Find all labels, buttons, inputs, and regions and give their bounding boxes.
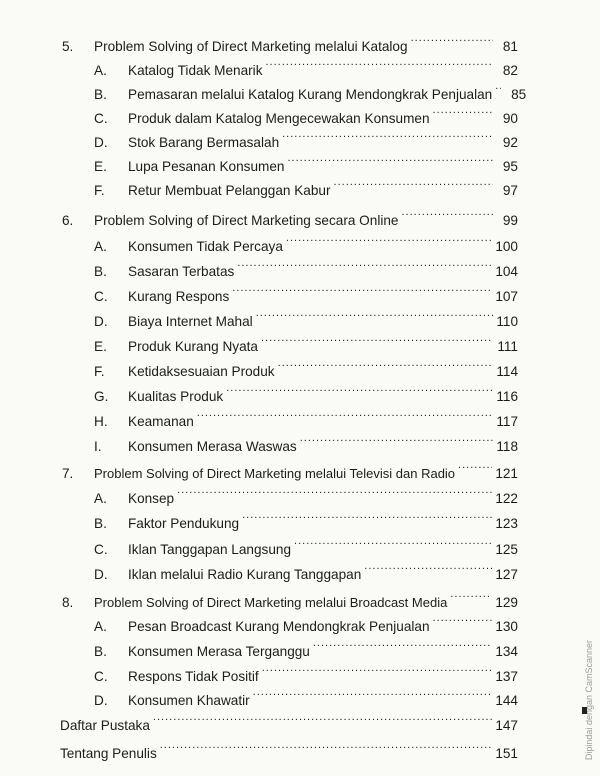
page-number: 127: [495, 567, 518, 582]
dot-leader: [364, 559, 492, 579]
page-number: 97: [502, 183, 518, 198]
item-title: Produk dalam Katalog Mengecewakan Konsumen: [128, 111, 430, 126]
page-number: 129: [495, 595, 518, 610]
dot-leader: [253, 685, 493, 705]
section-number: 7.: [62, 466, 74, 481]
dot-leader: [300, 431, 493, 451]
page-number: 81: [502, 39, 518, 54]
page-number: 147: [495, 718, 518, 733]
page-number: 107: [495, 289, 518, 304]
dot-leader: [433, 103, 493, 123]
item-title: Iklan melalui Radio Kurang Tanggapan: [128, 567, 362, 582]
dot-leader: [278, 356, 493, 376]
dot-leader: [237, 256, 492, 276]
dot-leader: [160, 738, 493, 758]
item-letter: E.: [94, 339, 107, 354]
item-letter: F.: [94, 183, 105, 198]
section-number: 6.: [62, 213, 74, 228]
page-number: 121: [495, 466, 518, 481]
page-number: 118: [496, 439, 518, 454]
toc-item-7c: [94, 534, 518, 560]
toc-item-5c: [94, 103, 518, 129]
page-number: 95: [502, 159, 518, 174]
item-letter: C.: [94, 111, 108, 126]
page-number: 137: [495, 669, 518, 684]
item-title: Respons Tidak Positif: [128, 669, 259, 684]
item-letter: F.: [94, 364, 105, 379]
toc-section-5: [62, 31, 518, 57]
toc-item-5b: [94, 79, 527, 105]
page-number: 99: [502, 213, 518, 228]
dot-leader: [153, 710, 492, 730]
dot-leader: [294, 534, 492, 554]
section-title: Problem Solving of Direct Marketing melalui Katalog: [94, 39, 408, 54]
dot-leader: [313, 636, 492, 656]
item-title: Kurang Respons: [128, 289, 230, 304]
toc-item-7d: [94, 559, 518, 585]
page-number: 90: [502, 111, 518, 126]
item-title: Faktor Pendukung: [128, 516, 240, 531]
section-title: Problem Solving of Direct Marketing melalui Televisi dan Radio: [94, 466, 456, 481]
item-letter: A.: [94, 63, 107, 78]
item-title: Pesan Broadcast Kurang Mendongkrak Penjualan: [128, 619, 430, 634]
dot-leader: [334, 175, 493, 195]
page-number: 110: [496, 314, 518, 329]
toc-item-5a: [94, 55, 518, 81]
section-number: 5.: [62, 39, 74, 54]
item-title: Konsep: [128, 491, 175, 506]
toc-item-6e: [94, 331, 518, 357]
toc-item-8c: [94, 661, 518, 687]
item-letter: G.: [94, 389, 109, 404]
item-letter: A.: [94, 491, 107, 506]
dot-leader: [177, 483, 492, 503]
item-letter: D.: [94, 314, 108, 329]
toc-item-6g: [94, 381, 518, 407]
item-letter: A.: [94, 619, 107, 634]
item-title: Stok Barang Bermasalah: [128, 135, 280, 150]
page-number: 114: [496, 364, 518, 379]
page-number: 125: [495, 542, 518, 557]
toc-item-8b: [94, 636, 518, 662]
item-title: Lupa Pesanan Konsumen: [128, 159, 285, 174]
item-letter: B.: [94, 516, 107, 531]
page-number: 144: [495, 693, 518, 708]
dot-leader: [242, 508, 492, 528]
item-letter: C.: [94, 289, 108, 304]
item-letter: D.: [94, 135, 108, 150]
dot-leader: [256, 306, 493, 326]
dot-leader: [282, 127, 493, 147]
toc-item-6h: [94, 406, 518, 432]
toc-item-5d: [94, 127, 518, 153]
dot-leader: [262, 661, 493, 681]
item-title: Konsumen Merasa Terganggu: [128, 644, 310, 659]
toc-daftar-pustaka: [60, 710, 518, 736]
page-number: 82: [502, 63, 518, 78]
item-letter: D.: [94, 693, 108, 708]
item-letter: B.: [94, 264, 107, 279]
page-number: 111: [497, 339, 518, 354]
item-letter: I.: [94, 439, 102, 454]
item-letter: D.: [94, 567, 108, 582]
page-number: 104: [495, 264, 518, 279]
toc-item-6f: [94, 356, 518, 382]
item-letter: B.: [94, 644, 107, 659]
toc-item-5e: [94, 151, 518, 177]
page-number: 92: [502, 135, 518, 150]
toc-item-8d: [94, 685, 518, 711]
item-title: Sasaran Terbatas: [128, 264, 235, 279]
page-number: 123: [495, 516, 518, 531]
page-number: 130: [495, 619, 518, 634]
toc-item-7a: [94, 483, 518, 509]
item-title: Retur Membuat Pelanggan Kabur: [128, 183, 331, 198]
item-title: Iklan Tanggapan Langsung: [128, 542, 292, 557]
section-title: Problem Solving of Direct Marketing secara Online: [94, 213, 399, 228]
item-title: Keamanan: [128, 414, 194, 429]
dot-leader: [197, 406, 493, 426]
toc-section-6: [62, 205, 518, 231]
toc-item-6d: [94, 306, 518, 332]
page-number: 134: [495, 644, 518, 659]
scanner-watermark: Dipindai dengan CamScanner: [584, 640, 594, 761]
page-number: 117: [496, 414, 518, 429]
item-letter: C.: [94, 669, 108, 684]
dot-leader: [261, 331, 493, 351]
dot-leader: [495, 79, 501, 99]
toc-item-8a: [94, 611, 518, 637]
toc-item-6c: [94, 281, 518, 307]
item-letter: H.: [94, 414, 108, 429]
dot-leader: [450, 587, 492, 607]
item-title: Konsumen Merasa Waswas: [128, 439, 297, 454]
item-title: Ketidaksesuaian Produk: [128, 364, 275, 379]
backmatter-title: Tentang Penulis: [60, 746, 157, 761]
toc-section-8: [62, 587, 518, 613]
backmatter-title: Daftar Pustaka: [60, 718, 150, 733]
toc-item-6i: [94, 431, 518, 457]
item-title: Kualitas Produk: [128, 389, 224, 404]
item-title: Konsumen Khawatir: [128, 693, 250, 708]
item-letter: A.: [94, 239, 107, 254]
page-number: 151: [495, 746, 518, 761]
toc-item-6a: [94, 231, 518, 257]
dot-leader: [433, 611, 493, 631]
page-number: 116: [496, 389, 518, 404]
dot-leader: [232, 281, 492, 301]
toc-section-7: [62, 458, 518, 484]
toc-item-6b: [94, 256, 518, 282]
section-number: 8.: [62, 595, 74, 610]
page-number: 85: [511, 87, 527, 102]
item-letter: E.: [94, 159, 107, 174]
item-title: Pemasaran melalui Katalog Kurang Mendongkrak Penjualan: [128, 87, 493, 102]
dot-leader: [226, 381, 493, 401]
dot-leader: [411, 31, 493, 51]
item-title: Biaya Internet Mahal: [128, 314, 253, 329]
item-title: Konsumen Tidak Percaya: [128, 239, 283, 254]
dot-leader: [401, 205, 493, 225]
item-letter: C.: [94, 542, 108, 557]
section-title: Problem Solving of Direct Marketing melalui Broadcast Media: [94, 595, 448, 610]
page-number: 122: [495, 491, 518, 506]
dot-leader: [458, 458, 492, 478]
toc-tentang-penulis: [60, 738, 518, 764]
toc-item-7b: [94, 508, 518, 534]
page-number: 100: [495, 239, 518, 254]
dot-leader: [266, 55, 494, 75]
item-title: Produk Kurang Nyata: [128, 339, 258, 354]
toc-item-5f: [94, 175, 518, 201]
item-letter: B.: [94, 87, 107, 102]
dot-leader: [286, 231, 492, 251]
item-title: Katalog Tidak Menarik: [128, 63, 263, 78]
dot-leader: [287, 151, 493, 171]
